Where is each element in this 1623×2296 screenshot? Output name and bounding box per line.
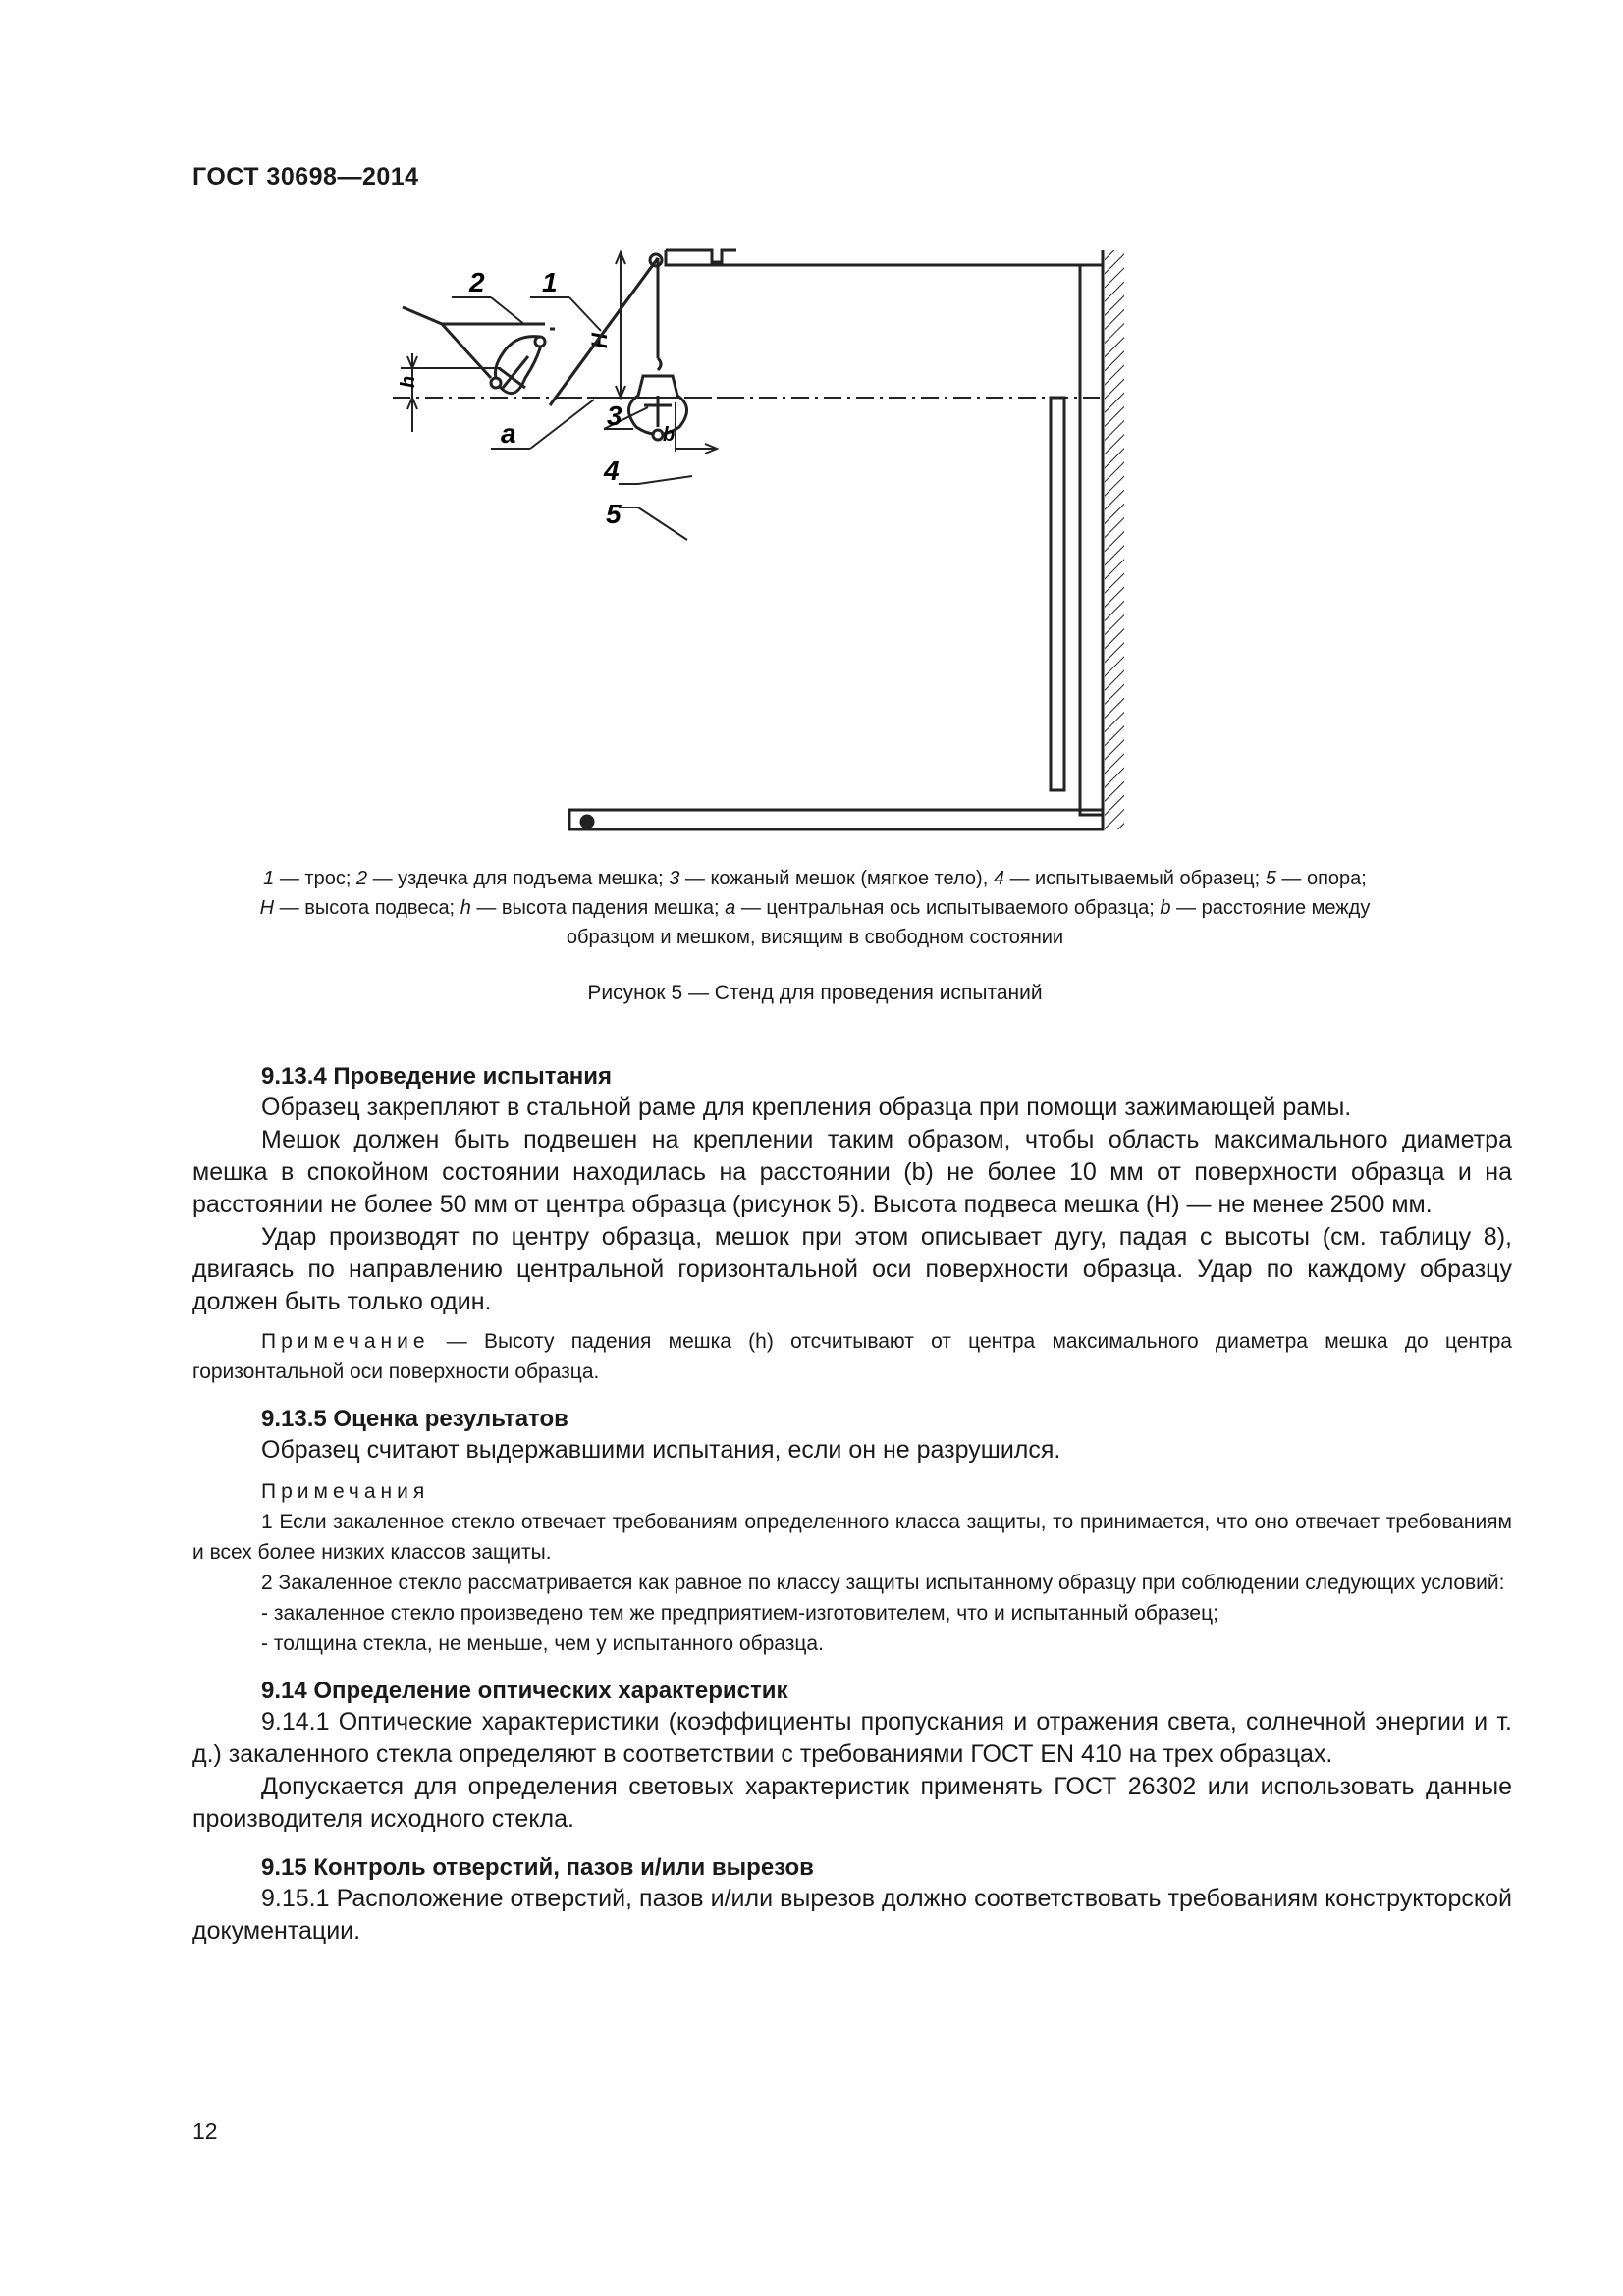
label-a: a [501,418,516,449]
legend-line-2 [196,893,1434,923]
legend-text: — высота падения мешка; [470,897,726,919]
legend-key: a [725,897,736,919]
legend-text: — высота подвеса; [274,897,460,919]
legend-key: 2 [355,868,368,889]
label-5: 5 [606,499,622,529]
note: - закаленное стекло произведено тем же предприятием-изготовителем, что и испытанный образец; [261,1602,1218,1625]
section-title-9-15: 9.15 Контроль отверстий, пазов и/или вырезов [261,1854,814,1881]
legend-text: — трос; [274,868,356,889]
note-text: — Высоту падения мешка (h) отсчитывают от центра максимального диаметра мешка до центра горизонтальной оси поверхности образца. [192,1330,1512,1383]
legend-text: — уздечка для подъема мешка; [367,868,670,889]
legend-text: — опора; [1275,868,1367,889]
legend-line-1 [196,864,1434,893]
paragraph: Образец закрепляют в стальной раме для крепления образца при помощи зажимающей рамы. [261,1094,1352,1121]
legend-key: 4 [993,868,1004,889]
note: - толщина стекла, не меньше, чем у испытанного образца. [261,1632,824,1655]
section-title-9-14: 9.14 Определение оптических характеристик [261,1678,788,1704]
label-h: h [398,375,419,388]
paragraph: Удар производят по центру образца, мешок при этом описывает дугу, падая с высоты (см. таблицу 8), двигаясь по направлению центральной горизонтальной оси поверхности образца. Удар по каждому образцу должен быть только один. [192,1223,1512,1315]
dimension-h [401,353,501,432]
legend-text: — кожаный мешок (мягкое тело), [679,868,994,889]
specimen [1051,398,1064,790]
legend-text: — расстояние между [1170,897,1371,919]
note: 1 Если закаленное стекло отвечает требованиям определенного класса защиты, то принимается, что оно отвечает требованиям и всех более низких классов защиты. [192,1511,1512,1564]
figure-left-drawing [393,231,746,672]
label-3: 3 [607,400,622,431]
figure-legend [196,864,1434,952]
section-title-9-13-5: 9.13.5 Оценка результатов [261,1406,568,1432]
label-H: H [587,333,612,348]
note-label: Примечание [261,1330,430,1353]
label-4: 4 [604,455,620,486]
legend-key: 3 [669,868,680,889]
bridle-left [403,258,658,405]
legend-key: 1 [263,868,275,889]
note [192,1326,1512,1387]
document-body [192,1062,1512,1948]
paragraph: 9.15.1 Расположение отверстий, пазов и/или вырезов должно соответствовать требованиям конструкторской документации. [192,1885,1512,1945]
figure-caption: Рисунок 5 — Стенд для проведения испытаний [587,982,1043,1004]
wall [1103,250,1124,829]
document-header: ГОСТ 30698—2014 [192,163,419,190]
paragraph: Мешок должен быть подвешен на креплении таким образом, чтобы область максимального диаметра мешка в спокойном состоянии находилась на расстоянии (b) не более 10 мм от поверхности образца и на расстоянии не более 50 мм от центра образца (рисунок 5). Высота подвеса мешка (Н) — не менее 2500 мм. [192,1126,1512,1218]
notes-label: Примечания [261,1480,430,1503]
label-2: 2 [469,267,485,297]
figure-left-part [393,231,746,672]
paragraph: 9.14.1 Оптические характеристики (коэффициенты пропускания и отражения света, солнечной энергии и т. д.) закаленного стекла определяют в соответствии с требованиями ГОСТ EN 410 на трех образцах. [192,1708,1512,1768]
section-title-9-13-4: 9.13.4 Проведение испытания [261,1063,613,1090]
legend-key: h [460,897,471,919]
page-number: 12 [192,2118,218,2144]
legend-key: 5 [1265,868,1276,889]
legend-text: — испытываемый образец; [1003,868,1266,889]
label-1: 1 [542,267,558,297]
paragraph: Образец считают выдержавшими испытания, если он не разрушился. [261,1436,1061,1464]
paragraph: Допускается для определения световых характеристик применять ГОСТ 26302 или использовать данные производителя исходного стекла. [192,1773,1512,1833]
legend-text: — центральная ось испытываемого образца; [735,897,1161,919]
note: 2 Закаленное стекло рассматривается как равное по классу защиты испытанному образцу при соблюдении следующих условий: [261,1572,1505,1594]
legend-key: b [1160,897,1171,919]
label-b: b [663,424,676,446]
leather-bag-raised [491,337,545,394]
legend-key: H [259,897,275,919]
legend-line-3: образцом и мешком, висящим в свободном состоянии [566,927,1064,948]
